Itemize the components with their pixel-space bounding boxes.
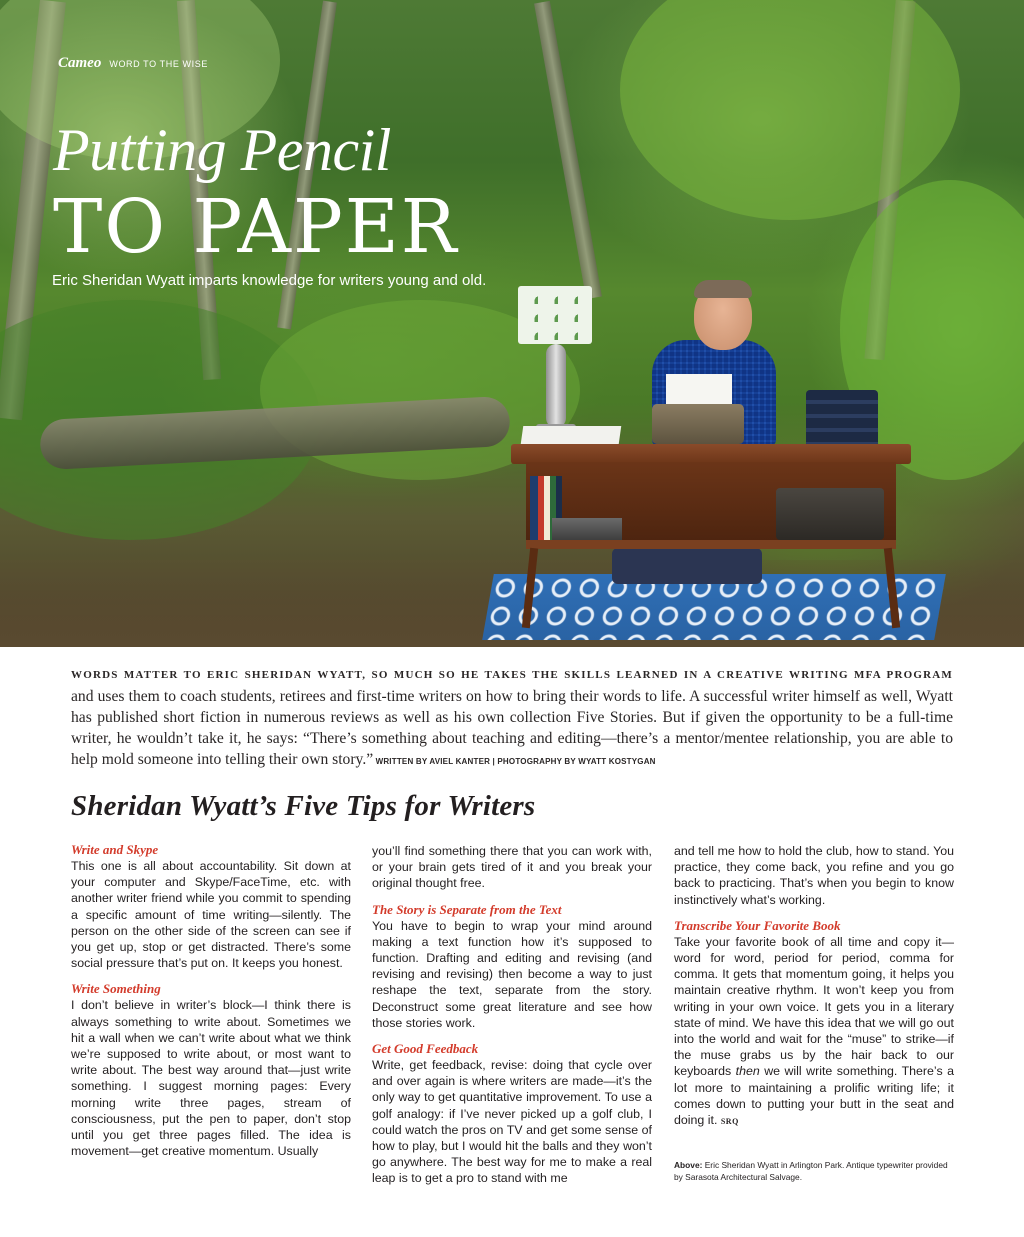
tip-body-continued: and tell me how to hold the club, how to stand. You practice, they come back, you refine and you go back to practicing. That’s when you begin to know instinctively what’s working. [674,844,954,907]
typewriter [652,404,744,444]
tip-title: Write and Skype [71,842,159,857]
desk-top [511,444,911,464]
tip-title: Write Something [71,981,161,997]
caption-lead: Above: [674,1160,703,1170]
section-title: Sheridan Wyatt’s Five Tips for Writers [71,790,536,822]
lamp-shade [518,286,592,344]
tip-body-continued: you’ll find something there that you can work with, or your brain gets tired of it and you break your original thought free. [372,844,652,891]
section-label: WORD TO THE WISE [109,59,208,69]
article-column-1 [71,842,351,1159]
article-column-2 [372,843,652,1187]
tip-body: You have to begin to wrap your mind around making a text function how it’s supposed to function. Drafting and editing and revising (and revising and revising) then become a way to just reshape the text, separate from the story. Deconstruct some great literature and see how those stories work. [372,918,652,1030]
tip-body-part: we will write something. There’s a lot more to maintaining a prolific writing life; it comes down to putting your butt in the seat and doing it. [674,1064,954,1128]
person-legs [612,548,762,584]
tip-body: This one is all about accountability. Sit down at your computer and Skype/FaceTime, etc. with another writer friend while you commit to spending a specific amount of time writing—silently. The person on the other side of the screen can see if you get up, stop or get distracted. There’s some social pressure that’s put on. It keeps you honest. [71,859,351,971]
section-kicker [58,55,208,72]
letter-tray [806,390,878,444]
magazine-section-brand: Cameo [58,55,102,71]
deck-subtitle: Eric Sheridan Wyatt imparts knowledge for writers young and old. [52,272,487,289]
tree-trunk [534,1,602,299]
article-column-3 [674,843,954,1130]
caption-text: Eric Sheridan Wyatt in Arlington Park. Antique typewriter provided by Sarasota Architectural Salvage. [674,1160,948,1182]
foliage [620,0,960,220]
tip-body: I don’t believe in writer’s block—I think there is always something to write about. Sometimes we hit a wall when we can’t write about what we think we’re supposed to write about, or most want to write about. The best way around that—just write something. I suggest morning pages: Every morning write three pages, stream of consciousness, put the pen to paper, don’t stop until you get three pages filled. The idea is movement—get creative momentum. Usually [71,998,351,1159]
headline-line-1: Putting Pencil [53,117,391,183]
tip-body-emphasis: then [735,1064,760,1079]
tip-title: Transcribe Your Favorite Book [674,917,841,933]
desk-shelf [526,540,896,549]
tip-title: The Story is Separate from the Text [372,901,562,917]
intro-lead-in: WORDS MATTER TO ERIC SHERIDAN WYATT, SO MUCH SO HE TAKES THE SKILLS LEARNED IN A CREATIVE WRITING MFA PROGRAM [71,669,953,681]
person-hair [694,280,752,298]
headline-line-2: TO PAPER [53,184,459,270]
tip-body-part: Take your favorite book of all time and copy it—word for word, period for period, comma for comma. It gets that momentum going, it helps you maintain creative rhythm. It won’t keep you from writing in your own voice. It gets you in a literary state of mind. We have this idea that we will go out into the world and wait for the “muse” to strike—if the muse grabs us by the hair back to our keyboards [674,934,954,1079]
tip-body: Write, get feedback, revise: doing that cycle over and over again is where writers are made—it’s the only way to get quantitative improvement. To use a golf analogy: if I’ve never picked up a golf club, I could watch the pros on TV and get some sense of how to play, but I would hit the balls and they won’t go anywhere. The best way for me to make a real leap is to get a pro to stand with me [372,1058,652,1186]
paper-stack [521,426,622,444]
intro-paragraph [71,663,953,772]
typewriter-paper [666,374,732,408]
tip-title: Get Good Feedback [372,1041,479,1057]
book-stack [552,518,622,540]
intro-body: and uses them to coach students, retirees and first-time writers on how to bring their words to life. A successful writer himself as well, Wyatt has published short fiction in numerous reviews as well as his own collection Five Stories. But if given the opportunity to be a full-time writer, he wouldn’t take it, he says: “There’s something about teaching and editing—there’s a mentor/mentee relationship, you are able to help mold someone into telling their own story.” [71,688,953,768]
photo-caption [674,1159,954,1183]
byline-credit: WRITTEN BY AVIEL KANTER | PHOTOGRAPHY BY WYATT KOSTYGAN [373,757,656,766]
tip-body [674,934,954,1130]
typewriter-case [776,488,884,540]
lamp-base [546,344,566,428]
end-mark: SRQ [720,1117,739,1127]
